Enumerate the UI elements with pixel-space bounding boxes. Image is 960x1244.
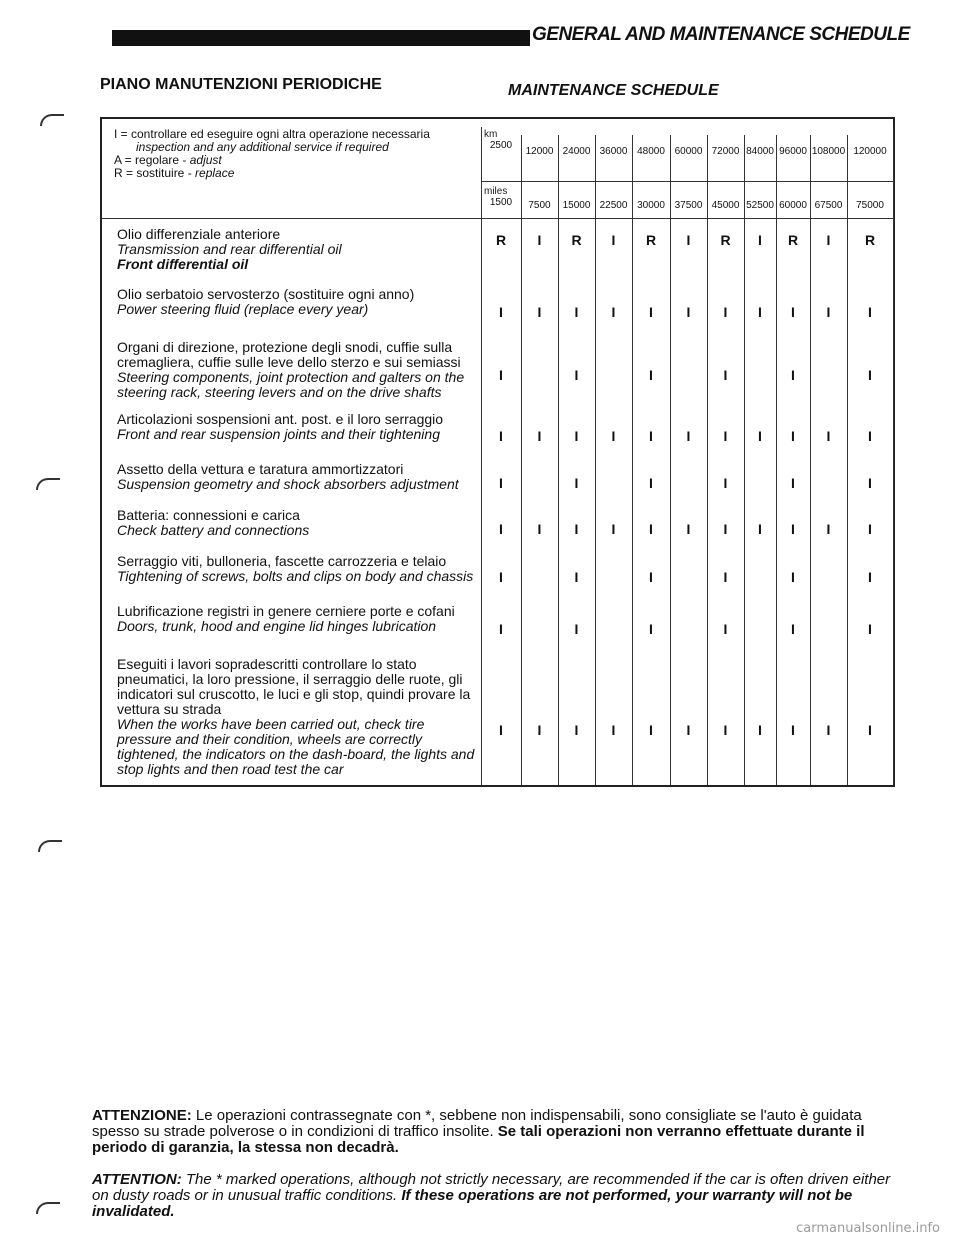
miles-value: 75000 — [856, 200, 884, 211]
schedule-mark: R — [571, 232, 582, 248]
task-description — [117, 554, 477, 584]
schedule-mark: I — [574, 722, 579, 738]
schedule-mark: I — [686, 304, 691, 320]
schedule-mark: I — [537, 521, 542, 537]
schedule-mark: I — [758, 232, 762, 248]
km-value: 2500 — [489, 140, 513, 151]
km-value: 96000 — [779, 146, 807, 157]
miles-value: 30000 — [637, 200, 665, 211]
miles-value: 7500 — [528, 200, 551, 211]
task-description — [117, 462, 477, 492]
schedule-mark: I — [611, 722, 616, 738]
schedule-mark: R — [864, 232, 876, 248]
schedule-mark: I — [791, 428, 795, 444]
legend-inspect: I = controllare ed eseguire ogni altra operazione necessaria — [114, 127, 430, 141]
schedule-mark: I — [537, 304, 542, 320]
schedule-mark: I — [537, 232, 542, 248]
task-description — [117, 340, 477, 400]
miles-value: 52500 — [746, 200, 774, 211]
warning-english: ATTENTION: The * marked operations, although not strictly necessary, are recommended if the car is often driven either on dusty roads or in unusual traffic conditions. If these operations are not performed, your warranty will not be invalidated. — [92, 1171, 891, 1220]
schedule-mark: I — [791, 521, 795, 537]
schedule-mark: I — [611, 232, 616, 248]
task-description — [117, 412, 477, 442]
header-bar — [112, 30, 530, 46]
binder-mark — [40, 114, 64, 126]
miles-value: 45000 — [711, 200, 740, 211]
schedule-mark: I — [537, 428, 542, 444]
schedule-mark: R — [787, 232, 799, 248]
page-title-english: MAINTENANCE SCHEDULE — [508, 82, 719, 99]
schedule-mark: I — [826, 521, 831, 537]
schedule-mark: I — [826, 232, 831, 248]
schedule-mark: I — [499, 722, 503, 738]
schedule-mark: I — [686, 521, 691, 537]
schedule-mark: I — [686, 428, 691, 444]
schedule-mark: I — [499, 521, 503, 537]
binder-mark — [36, 478, 60, 490]
schedule-mark: I — [758, 304, 762, 320]
task-italian: Serraggio viti, bulloneria, fascette carrozzeria e telaio — [117, 553, 447, 569]
schedule-mark: I — [868, 569, 872, 585]
km-value: 108000 — [811, 146, 846, 157]
column-divider — [847, 135, 848, 785]
schedule-mark: I — [574, 475, 579, 491]
schedule-mark: I — [723, 521, 728, 537]
warning-italian: ATTENZIONE: Le operazioni contrassegnate con *, sebbene non indispensabili, sono consigliate se l'auto è guidata spesso su strade polverose o in condizioni di traffico insolite. Se tali operazioni non verranno effettuate durante il periodo di garanzia, la stessa non decadrà. — [92, 1107, 865, 1156]
schedule-mark: R — [720, 232, 731, 248]
km-value: 24000 — [562, 146, 591, 157]
schedule-mark: I — [686, 232, 691, 248]
schedule-mark: I — [649, 367, 653, 383]
schedule-mark: I — [611, 521, 616, 537]
task-description — [117, 508, 477, 538]
km-value: 12000 — [525, 146, 554, 157]
km-value: 36000 — [599, 146, 628, 157]
schedule-mark: I — [499, 367, 503, 383]
schedule-mark: I — [758, 428, 762, 444]
schedule-mark: I — [791, 304, 795, 320]
km-value: 84000 — [746, 146, 774, 157]
schedule-mark: I — [649, 304, 653, 320]
column-divider — [893, 127, 894, 785]
schedule-mark: I — [537, 722, 542, 738]
task-italian: Olio differenziale anteriore — [117, 226, 281, 242]
schedule-mark: I — [649, 722, 653, 738]
legend — [114, 128, 476, 180]
schedule-mark: I — [868, 621, 872, 637]
miles-value: 22500 — [599, 200, 628, 211]
column-divider — [481, 127, 482, 785]
task-italian: Assetto della vettura e taratura ammortizzatori — [117, 461, 404, 477]
km-value: 72000 — [711, 146, 740, 157]
schedule-mark: I — [499, 475, 503, 491]
task-description — [117, 604, 477, 634]
task-italian: Olio serbatoio servosterzo (sostituire ogni anno) — [117, 286, 415, 302]
schedule-mark: I — [723, 569, 728, 585]
schedule-mark: I — [574, 428, 579, 444]
miles-value: 15000 — [562, 200, 591, 211]
task-description — [117, 287, 477, 317]
schedule-mark: I — [499, 428, 503, 444]
schedule-mark: I — [649, 521, 653, 537]
watermark: carmanualsonline.info — [796, 1221, 940, 1236]
schedule-mark: I — [723, 367, 728, 383]
task-english: When the works have been carried out, check tire pressure and their condition, wheels are correctly tightened, the indicators on the dash-board, the lights and stop lights and then road test the car — [117, 716, 475, 777]
task-description — [117, 227, 477, 272]
schedule-mark: R — [645, 232, 657, 248]
task-english: Front and rear suspension joints and their tightening — [117, 426, 440, 442]
task-english: Tightening of screws, bolts and clips on body and chassis — [117, 568, 474, 584]
header-divider — [102, 218, 893, 219]
task-italian: Organi di direzione, protezione degli snodi, cuffie sulla cremagliera, cuffie sulle leve dello sterzo e sui semiassi — [117, 339, 461, 370]
schedule-mark: I — [649, 475, 653, 491]
miles-value: 67500 — [814, 200, 843, 211]
schedule-mark: I — [574, 304, 579, 320]
schedule-mark: I — [868, 428, 872, 444]
task-italian: Articolazioni sospensioni ant. post. e il loro serraggio — [117, 411, 444, 427]
schedule-mark: I — [723, 428, 728, 444]
schedule-mark: I — [499, 304, 503, 320]
task-english: Doors, trunk, hood and engine lid hinges lubrication — [117, 618, 437, 634]
schedule-mark: R — [495, 232, 507, 248]
schedule-mark: I — [723, 722, 728, 738]
km-value: 60000 — [674, 146, 703, 157]
schedule-mark: I — [868, 722, 872, 738]
schedule-mark: I — [868, 521, 872, 537]
km-label: km — [484, 129, 498, 140]
schedule-mark: I — [649, 569, 653, 585]
task-english: Check battery and connections — [117, 522, 310, 538]
km-value: 48000 — [637, 146, 665, 157]
binder-mark — [38, 840, 62, 852]
task-english-alt: Front differential oil — [117, 256, 249, 272]
schedule-mark: I — [868, 304, 872, 320]
task-english: Steering components, joint protection and galters on the steering rack, steering levers and on the drive shafts — [117, 369, 465, 400]
header-divider — [481, 181, 893, 182]
schedule-mark: I — [791, 621, 795, 637]
km-value: 120000 — [853, 146, 887, 157]
task-description — [117, 657, 477, 777]
schedule-mark: I — [723, 304, 728, 320]
schedule-mark: I — [791, 475, 795, 491]
miles-label: miles — [484, 186, 508, 197]
miles-value: 1500 — [489, 197, 513, 208]
miles-value: 37500 — [674, 200, 703, 211]
task-italian: Batteria: connessioni e carica — [117, 507, 300, 523]
legend-inspect-en: inspection and any additional service if required — [136, 140, 389, 154]
task-italian: Eseguiti i lavori sopradescritti controllare lo stato pneumatici, la loro pressione, il serraggio delle ruote, gli indicatori sul cruscotto, le luci e gli stop, quindi provare la vettura su strada — [117, 656, 471, 717]
schedule-mark: I — [758, 521, 762, 537]
schedule-mark: I — [723, 475, 728, 491]
binder-mark — [36, 1202, 60, 1214]
task-english: Transmission and rear differential oil — [117, 241, 342, 257]
schedule-mark: I — [686, 722, 691, 738]
schedule-mark: I — [574, 367, 579, 383]
schedule-mark: I — [574, 521, 579, 537]
schedule-mark: I — [499, 621, 503, 637]
task-italian: Lubrificazione registri in genere cerniere porte e cofani — [117, 603, 455, 619]
schedule-mark: I — [826, 722, 831, 738]
schedule-mark: I — [574, 621, 579, 637]
schedule-mark: I — [649, 428, 653, 444]
task-english: Suspension geometry and shock absorbers adjustment — [117, 476, 459, 492]
legend-replace: R = sostituire - replace — [114, 166, 235, 180]
page-title-italian: PIANO MANUTENZIONI PERIODICHE — [100, 76, 382, 93]
schedule-mark: I — [868, 367, 872, 383]
schedule-mark: I — [574, 569, 579, 585]
schedule-mark: I — [649, 621, 653, 637]
schedule-mark: I — [723, 621, 728, 637]
miles-value: 60000 — [779, 200, 807, 211]
schedule-mark: I — [611, 304, 616, 320]
schedule-mark: I — [791, 569, 795, 585]
schedule-mark: I — [826, 428, 831, 444]
schedule-mark: I — [611, 428, 616, 444]
legend-adjust: A = regolare - adjust — [114, 153, 222, 167]
schedule-mark: I — [791, 722, 795, 738]
schedule-mark: I — [826, 304, 831, 320]
schedule-mark: I — [499, 569, 503, 585]
schedule-mark: I — [868, 475, 872, 491]
task-english: Power steering fluid (replace every year) — [117, 301, 369, 317]
schedule-mark: I — [758, 722, 762, 738]
schedule-mark: I — [791, 367, 795, 383]
section-title: GENERAL AND MAINTENANCE SCHEDULE — [532, 24, 910, 45]
